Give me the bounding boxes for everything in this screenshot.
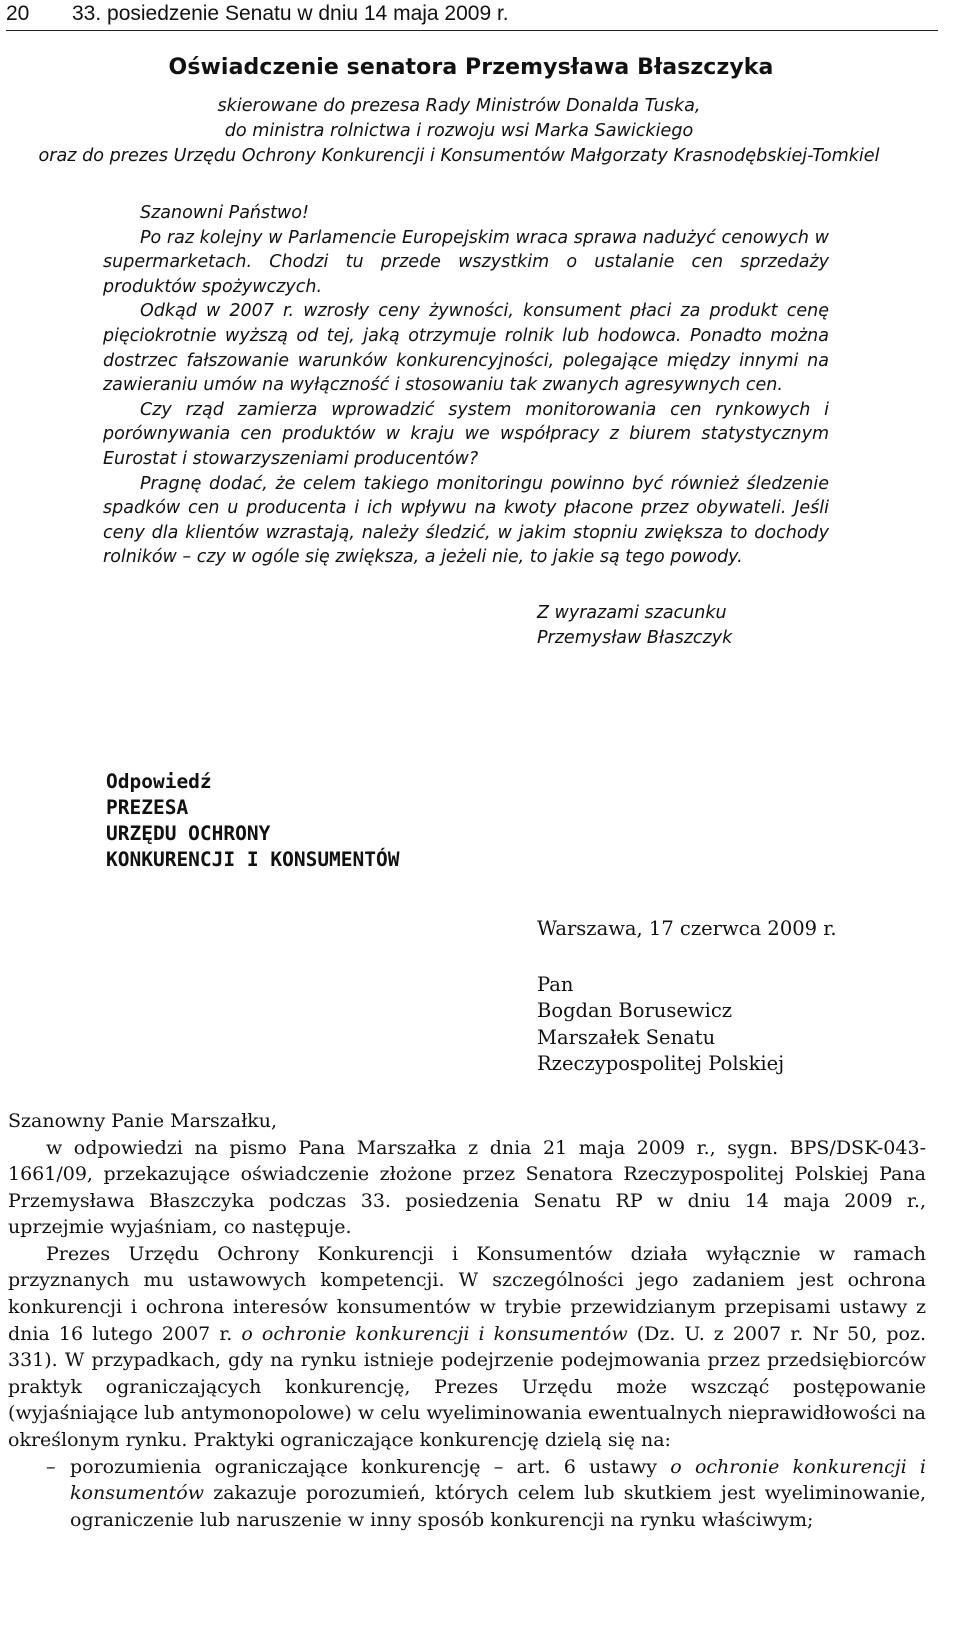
list-item-text: porozumienia ograniczające konkurencję – art. 6 ustawy <box>70 1455 671 1478</box>
list-item <box>8 1454 926 1534</box>
practices-list <box>8 1454 926 1534</box>
response-heading-line: URZĘDU OCHRONY <box>106 821 271 845</box>
response-paragraph: w odpowiedzi na pismo Pana Marszałka z dnia 21 maja 2009 r., sygn. BPS/DSK-043-1661/09, przekazujące oświadczenie złożone przez Senatora Rzeczypospolitej Polskiej Pana Przemysława Błaszczyka podczas 33. posiedzenia Senatu RP w dniu 14 maja 2009 r., uprzejmie wyjaśniam, co następuje. <box>8 1136 926 1239</box>
response-heading-line: KONKURENCJI I KONSUMENTÓW <box>106 847 400 871</box>
page-number: 20 <box>6 2 30 25</box>
addressee-line: oraz do prezes Urzędu Ochrony Konkurencji i Konsumentów Małgorzaty Krasnodębskiej-Tomkiel <box>38 146 880 166</box>
act-title: o ochronie konkurencji i konsumentów <box>241 1322 628 1345</box>
signature-name: Przemysław Błaszczyk <box>537 627 733 648</box>
running-header <box>6 0 938 31</box>
addressee-line: skierowane do prezesa Rady Ministrów Donalda Tuska, <box>217 96 701 116</box>
list-item-text: zakazuje porozumień, których celem lub skutkiem jest wyeliminowanie, ograniczenie lub naruszenie w inny sposób konkurencji na rynku właściwym; <box>70 1482 926 1531</box>
statement-salutation: Szanowni Państwo! <box>140 203 310 223</box>
closing-formula: Z wyrazami szacunku <box>537 602 727 623</box>
list-dash: – <box>46 1455 56 1478</box>
response-body <box>8 1108 926 1534</box>
addressee-line: Pan <box>537 972 574 996</box>
place-date: Warszawa, 17 czerwca 2009 r. <box>537 916 837 940</box>
response-addressee <box>537 972 938 1078</box>
act-title: o ochronie konkurencji i konsumentów <box>70 1455 926 1505</box>
response-heading-line: PREZESA <box>106 795 189 819</box>
response-heading-line: Odpowiedź <box>106 769 212 793</box>
statement-body <box>103 201 829 570</box>
addressee-line: Marszałek Senatu <box>537 1025 716 1049</box>
addressee-line: Bogdan Borusewicz <box>537 999 733 1023</box>
statement-title: Oświadczenie senatora Przemysława Błaszczyka <box>168 55 774 80</box>
statement-addressees <box>4 94 938 169</box>
paragraph-text: (Dz. U. z 2007 r. Nr 50, poz. 331). W przypadkach, gdy na rynku istnieje podejrzenie podejmowania przez przedsiębiorców praktyk ograniczających konkurencję, Prezes Urzędu może wszcząć postępowanie (wyjaśniające lub antymonopolowe) w celu wyeliminowania ewentualnych nieprawidłowości na określonym rynku. Praktyki ograniczające konkurencję dzielą się na: <box>8 1322 926 1452</box>
statement-paragraph: Odkąd w 2007 r. wzrosły ceny żywności, konsument płaci za produkt cenę pięciokrotnie wyższą od tej, jaką otrzymuje rolnik lub hodowca. Ponadto można dostrzec fałszowanie warunków konkurencyjności, polegające między innymi na zawieraniu umów na wyłączność i stosowaniu tak zwanych agresywnych cen. <box>103 301 829 396</box>
addressee-line: Rzeczypospolitej Polskiej <box>537 1052 785 1076</box>
statement-signature-block <box>537 601 938 651</box>
response-salutation: Szanowny Panie Marszałku, <box>8 1109 278 1132</box>
addressee-line: do ministra rolnictwa i rozwoju wsi Marka Sawickiego <box>224 121 694 141</box>
statement-paragraph: Po raz kolejny w Parlamencie Europejskim wraca sprawa nadużyć cenowych w supermarketach. Chodzi tu przede wszystkim o ustalanie cen sprzedaży produktów spożywczych. <box>103 227 829 297</box>
running-title: 33. posiedzenie Senatu w dniu 14 maja 2009 r. <box>72 2 509 25</box>
statement-paragraph: Pragnę dodać, że celem takiego monitoringu powinno być również śledzenie spadków cen u producenta i ich wpływu na kwoty płacone przez obywateli. Jeśli ceny dla klientów wzrastają, należy śledzić, w jakim stopniu zwiększa to dochody rolników – czy w ogóle się zwiększa, a jeżeli nie, to jakie są tego powody. <box>103 473 829 568</box>
response-paragraph <box>8 1241 926 1454</box>
response-heading <box>106 769 938 873</box>
statement-paragraph: Czy rząd zamierza wprowadzić system monitorowania cen rynkowych i porównywania cen produktów w kraju we współpracy z biurem statystycznym Eurostat i stowarzyszeniami producentów? <box>103 399 829 469</box>
paragraph-text: Prezes Urzędu Ochrony Konkurencji i Konsumentów działa wyłącznie w ramach przyznanych mu ustawowych kompetencji. W szczególności jego zadaniem jest ochrona konkurencji i ochrona interesów konsumentów w trybie przewidzianym przepisami ustawy z dnia 16 lutego 2007 r. <box>8 1242 926 1345</box>
